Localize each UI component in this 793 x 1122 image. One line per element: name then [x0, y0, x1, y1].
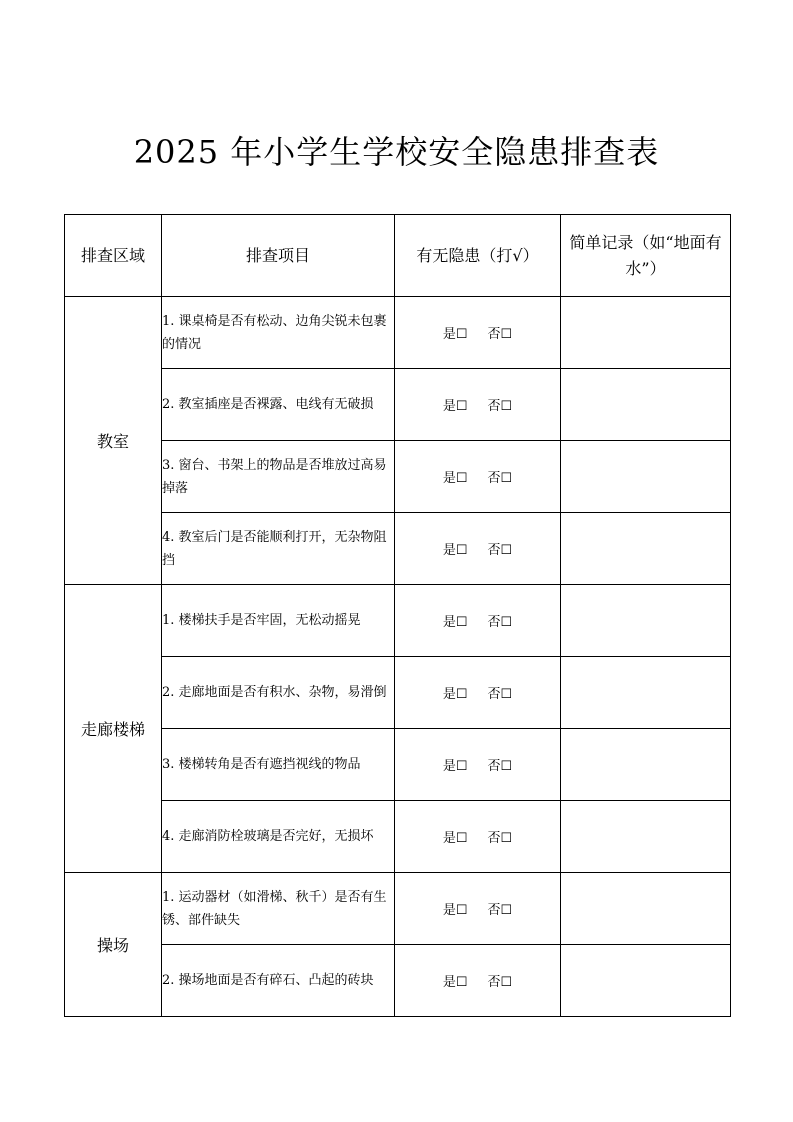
table-row [65, 945, 731, 1017]
hazard-check-cell [395, 585, 561, 657]
item-cell: 3. 窗台、书架上的物品是否堆放过高易掉落 [162, 441, 395, 513]
no-checkbox[interactable]: 否☐ [487, 615, 513, 630]
hazard-check-cell [395, 801, 561, 873]
no-checkbox[interactable]: 否☐ [487, 831, 513, 846]
area-cell: 教室 [65, 297, 162, 585]
item-cell: 2. 教室插座是否裸露、电线有无破损 [162, 369, 395, 441]
item-cell: 1. 运动器材（如滑梯、秋千）是否有生锈、部件缺失 [162, 873, 395, 945]
hazard-check-cell [395, 297, 561, 369]
record-cell[interactable] [561, 441, 731, 513]
yes-checkbox[interactable]: 是☐ [442, 975, 468, 990]
record-cell[interactable] [561, 585, 731, 657]
header-item: 排查项目 [162, 215, 395, 297]
record-cell[interactable] [561, 873, 731, 945]
header-record [561, 215, 731, 297]
yes-checkbox[interactable]: 是☐ [442, 327, 468, 342]
no-checkbox[interactable]: 否☐ [487, 903, 513, 918]
table-row [65, 873, 731, 945]
table-row [65, 585, 731, 657]
hazard-check-cell [395, 657, 561, 729]
no-checkbox[interactable]: 否☐ [487, 327, 513, 342]
yes-checkbox[interactable]: 是☐ [442, 831, 468, 846]
no-checkbox[interactable]: 否☐ [487, 543, 513, 558]
table-row [65, 657, 731, 729]
record-cell[interactable] [561, 729, 731, 801]
table-row [65, 729, 731, 801]
hazard-check-cell [395, 945, 561, 1017]
no-checkbox[interactable]: 否☐ [487, 687, 513, 702]
yes-checkbox[interactable]: 是☐ [442, 471, 468, 486]
header-hazard: 有无隐患（打√） [395, 215, 561, 297]
item-cell: 3. 楼梯转角是否有遮挡视线的物品 [162, 729, 395, 801]
area-cell: 走廊楼梯 [65, 585, 162, 873]
yes-checkbox[interactable]: 是☐ [442, 543, 468, 558]
hazard-check-cell [395, 369, 561, 441]
header-row [65, 215, 731, 297]
yes-checkbox[interactable]: 是☐ [442, 615, 468, 630]
item-cell: 1. 课桌椅是否有松动、边角尖锐未包裹的情况 [162, 297, 395, 369]
hazard-check-cell [395, 441, 561, 513]
item-cell: 2. 操场地面是否有碎石、凸起的砖块 [162, 945, 395, 1017]
page-title: 2025 年小学生学校安全隐患排查表 [133, 133, 660, 171]
record-cell[interactable] [561, 369, 731, 441]
header-record-text: 简单记录（如“地面有水”） [569, 232, 722, 278]
record-cell[interactable] [561, 297, 731, 369]
yes-checkbox[interactable]: 是☐ [442, 687, 468, 702]
hazard-check-cell [395, 873, 561, 945]
area-cell: 操场 [65, 873, 162, 1017]
table-row [65, 513, 731, 585]
record-cell[interactable] [561, 801, 731, 873]
no-checkbox[interactable]: 否☐ [487, 975, 513, 990]
table-row [65, 441, 731, 513]
item-cell: 4. 教室后门是否能顺利打开，无杂物阻挡 [162, 513, 395, 585]
table-row [65, 369, 731, 441]
record-cell[interactable] [561, 657, 731, 729]
no-checkbox[interactable]: 否☐ [487, 471, 513, 486]
no-checkbox[interactable]: 否☐ [487, 399, 513, 414]
yes-checkbox[interactable]: 是☐ [442, 399, 468, 414]
hazard-check-cell [395, 729, 561, 801]
record-cell[interactable] [561, 513, 731, 585]
item-cell: 2. 走廊地面是否有积水、杂物，易滑倒 [162, 657, 395, 729]
header-area: 排查区域 [65, 215, 162, 297]
yes-checkbox[interactable]: 是☐ [442, 903, 468, 918]
table-row [65, 297, 731, 369]
table-row [65, 801, 731, 873]
yes-checkbox[interactable]: 是☐ [442, 759, 468, 774]
item-cell: 4. 走廊消防栓玻璃是否完好，无损坏 [162, 801, 395, 873]
item-cell: 1. 楼梯扶手是否牢固，无松动摇晃 [162, 585, 395, 657]
inspection-table [64, 214, 731, 1017]
record-cell[interactable] [561, 945, 731, 1017]
hazard-check-cell [395, 513, 561, 585]
no-checkbox[interactable]: 否☐ [487, 759, 513, 774]
